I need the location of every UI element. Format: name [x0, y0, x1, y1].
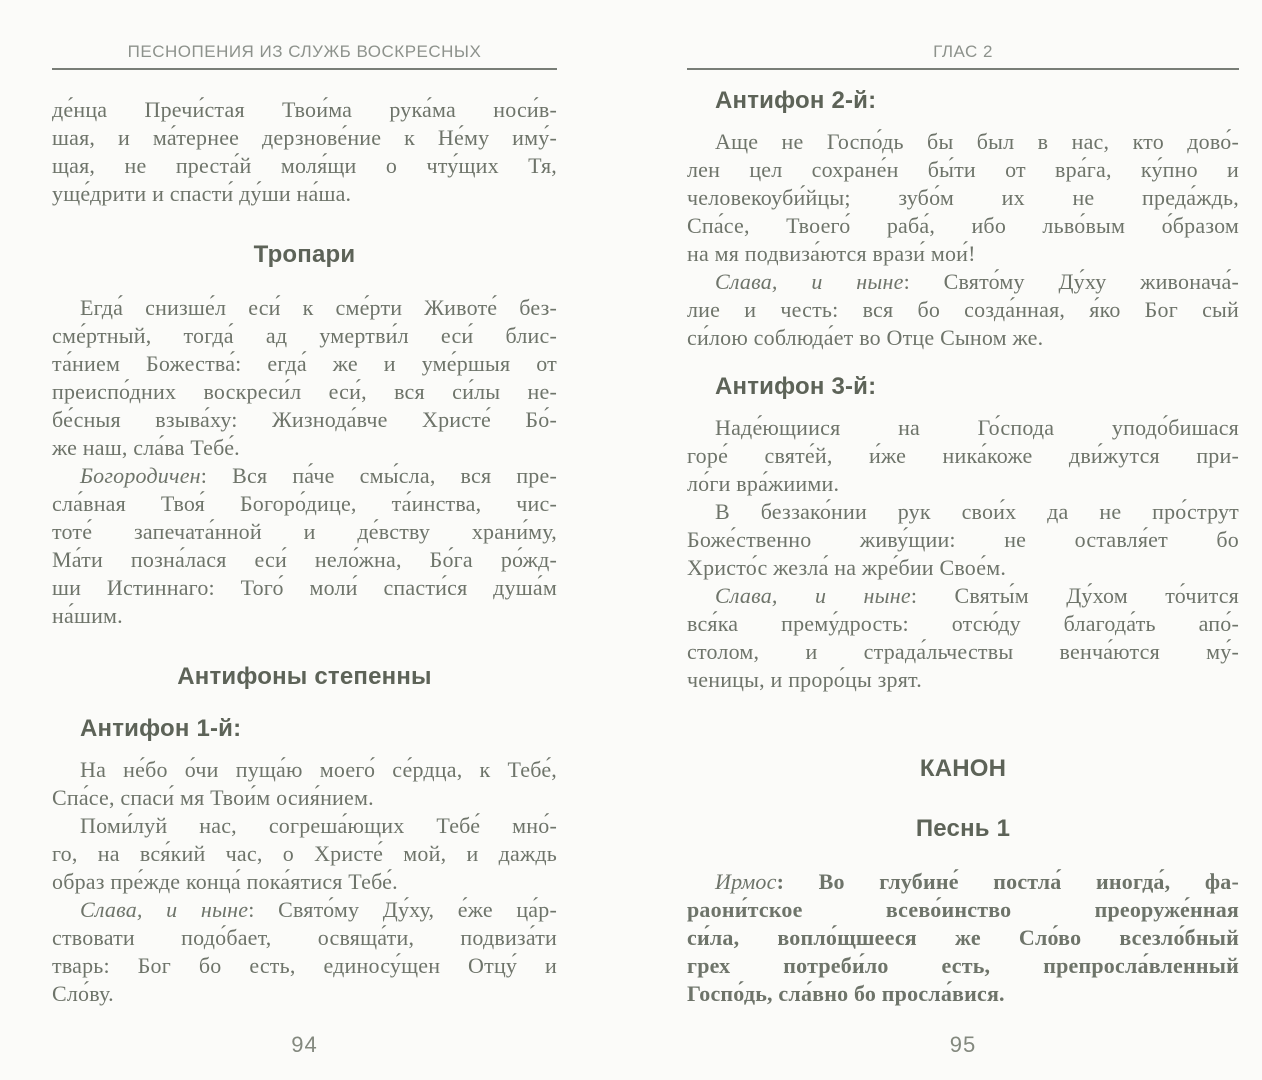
- text-line: Ирмос: Во глубине́ постла́ иногда́, фа-: [715, 869, 1239, 894]
- page-content: [687, 70, 1239, 1008]
- text-line: та́нием Божества́: егда́ же и уме́ршыя от: [52, 351, 557, 376]
- text-line: де́нца Пречи́стая Твои́ма рука́ма носи́в-: [52, 97, 557, 122]
- running-head: ПЕСНОПЕНИЯ ИЗ СЛУЖБ ВОСКРЕСНЫХ: [52, 42, 557, 70]
- text-line: сме́ртный, тогда́ ад умертви́л еси́ блис-: [52, 323, 557, 348]
- text-line: тоте́ запечата́нной и де́вству храни́му,: [52, 519, 557, 544]
- text-line: Слава, и ныне: Свято́му Ду́ху живонача́-: [715, 269, 1240, 294]
- text-line: же наш, сла́ва Тебе́.: [52, 435, 240, 460]
- text-line: Спа́се, Твоего́ раба́, ибо льво́вым о́бразом: [687, 213, 1239, 238]
- paragraph: [52, 294, 557, 462]
- text-line: лие и честь: вся бо созда́нная, я́ко Бог сый: [687, 297, 1239, 322]
- page-left: [52, 0, 557, 1080]
- section-heading: Антифон 1-й:: [80, 715, 242, 742]
- text-line: вся́ка прему́дрость: отсю́ду благода́ть апо́-: [687, 611, 1239, 636]
- paragraph-lead: Слава, и ныне: [715, 583, 911, 608]
- text-line: Слава, и ныне: Свято́му Ду́ху, е́же ца́р-: [80, 897, 557, 922]
- text-line: Богородичен: Вся па́че смы́сла, вся пре-: [80, 463, 557, 488]
- page-number: 95: [949, 1032, 977, 1057]
- text-line: Христо́с жезла́ на жре́бии Свое́м.: [687, 555, 1007, 580]
- text-line: Слава, и ныне: Святы́м Ду́хом то́чится: [715, 583, 1239, 608]
- text-line: сла́вная Твоя́ Богоро́дице, та́инства, чис-: [52, 491, 557, 516]
- text-line: Боже́ственно живу́щии: не оставля́ет бо: [687, 527, 1239, 552]
- text-line: щая, не преста́й моля́щи о чту́щих Тя,: [52, 153, 557, 178]
- text-line: ченицы, и проро́цы зрят.: [687, 667, 922, 692]
- section-heading: КАНОН: [919, 755, 1007, 782]
- text-line: Поми́луй нас, согреша́ющих Тебе́ мно́-: [80, 813, 557, 838]
- text-line: образ пре́жде конца́ пока́ятися Тебе́.: [52, 869, 398, 894]
- paragraph: [687, 498, 1239, 582]
- text-line: си́лою соблюда́ет во Отце Сыном же.: [687, 325, 1044, 350]
- text-line: Сло́ву.: [52, 981, 114, 1006]
- text-line: си́ла, вопло́щшееся же Сло́во всезло́бный: [687, 925, 1239, 950]
- paragraph: [687, 268, 1239, 352]
- paragraph: [52, 812, 557, 896]
- text-line: Госпо́дь, сла́вно бо просла́вися.: [687, 981, 1005, 1006]
- paragraph: [687, 582, 1239, 694]
- text-line: го, на вся́кий час, о Христе́ мой, и даждь: [52, 841, 557, 866]
- paragraph: [687, 128, 1239, 268]
- text-line: на мя подвиза́ются врази́ мои́!: [687, 241, 976, 266]
- section-heading: Антифон 3-й:: [715, 373, 877, 400]
- paragraph: [52, 896, 557, 1008]
- text-line: преиспо́дних воскреси́л еси́, вся си́лы не-: [52, 379, 557, 404]
- text-line: Спа́се, спаси́ мя Твои́м осия́нием.: [52, 785, 374, 810]
- text-line: тварь: Бог бо есть, единосу́щен Отцу́ и: [52, 953, 557, 978]
- section-heading: Антифон 2-й:: [715, 87, 877, 114]
- text-line: горе́ святе́й, и́же ника́коже дви́жутся при-: [687, 443, 1239, 468]
- text-line: На не́бо о́чи пуща́ю моего́ се́рдца, к Тебе́,: [80, 757, 557, 782]
- text-line: ствовати подо́бает, освяща́ти, подвиза́ти: [52, 925, 557, 950]
- section-heading: Песнь 1: [915, 815, 1011, 842]
- section-heading: Тропари: [253, 241, 356, 268]
- text-line: шая, и ма́тернее дерзнове́ние к Не́му иму́-: [52, 125, 557, 150]
- text-line: Егда́ снизше́л еси́ к сме́рти Животе́ без-: [80, 295, 557, 320]
- running-head: ГЛАС 2: [687, 42, 1239, 70]
- text-line: лен цел сохране́н бы́ти от вра́га, ку́пно и: [687, 157, 1239, 182]
- text-line: грех потреби́ло есть, препросла́вленный: [687, 953, 1239, 978]
- paragraph-lead: Слава, и ныне: [80, 897, 249, 922]
- page-number: 94: [291, 1032, 318, 1057]
- text-line: Наде́ющиися на Го́спода уподо́бишася: [715, 415, 1239, 440]
- paragraph: [52, 96, 557, 208]
- paragraph-lead: Богородичен: [80, 463, 201, 488]
- paragraph: [687, 414, 1239, 498]
- page-right: [687, 0, 1239, 1080]
- text-line: Ма́ти позна́лася еси́ нело́жна, Бо́га ро́жд-: [52, 547, 557, 572]
- text-line: Аще не Госпо́дь бы был в нас, кто дово́-: [715, 129, 1239, 154]
- text-line: В беззако́нии рук свои́х да не про́струт: [715, 499, 1239, 524]
- text-line: на́шим.: [52, 603, 123, 628]
- text-line: столом, и страда́льчествы венча́ются му́-: [687, 639, 1239, 664]
- paragraph-lead: Ирмос: [715, 869, 777, 894]
- text-line: уще́дрити и спасти́ ду́ши на́ша.: [52, 181, 352, 206]
- paragraph: [687, 868, 1239, 1008]
- paragraph: [52, 462, 557, 630]
- text-line: раони́тское всево́инство преоруже́нная: [687, 897, 1239, 922]
- text-line: ло́ги вра́жиими.: [687, 471, 840, 496]
- paragraph-lead: Слава, и ныне: [715, 269, 904, 294]
- section-heading: Антифоны степенны: [177, 663, 432, 690]
- text-line: бе́сныя взыва́ху: Жизнода́вче Христе́ Бо́-: [52, 407, 557, 432]
- text-line: человекоуби́йцы; зубо́м их не преда́ждь,: [687, 185, 1239, 210]
- paragraph: [52, 756, 557, 812]
- text-line: ши Истиннаго: Того́ моли́ спасти́ся душа́м: [52, 575, 557, 600]
- page-content: [52, 70, 557, 1008]
